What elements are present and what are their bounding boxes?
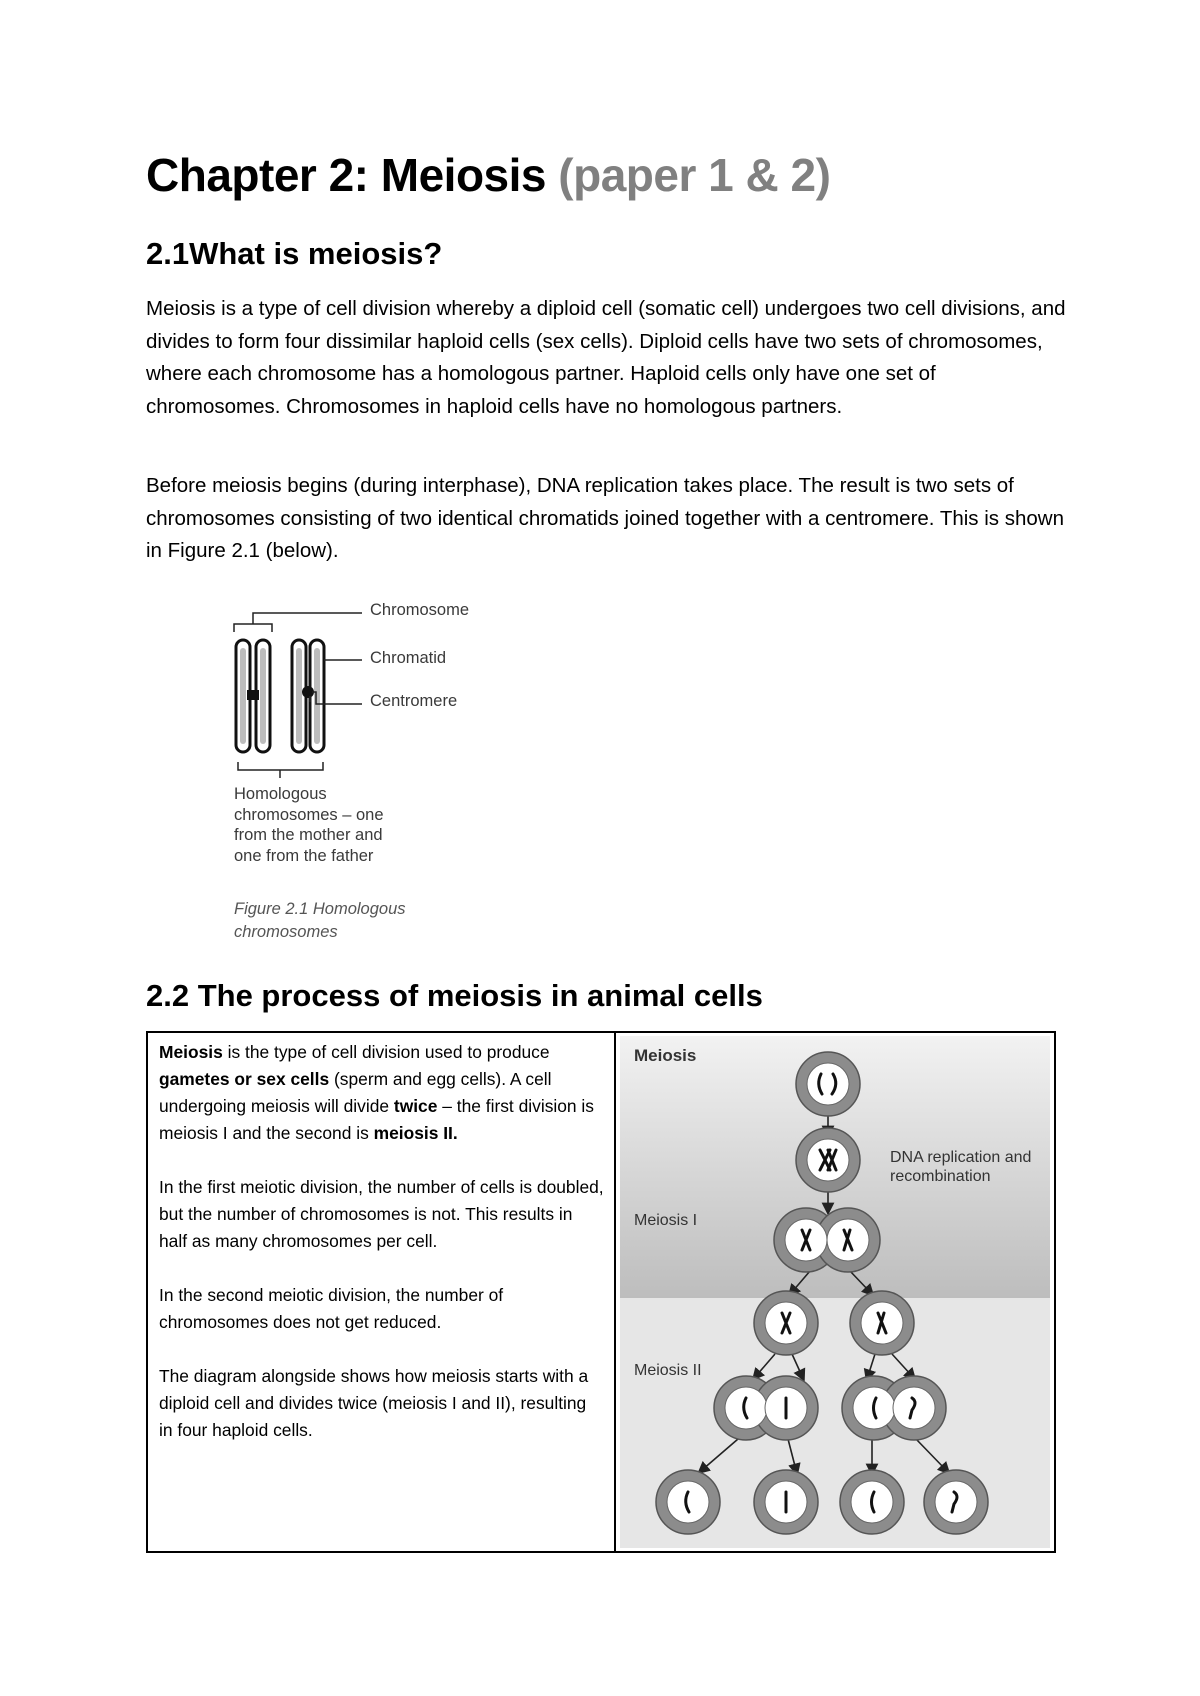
homologous-note: Homologous chromosomes – one from the mother and one from the father bbox=[234, 785, 384, 865]
table-diagram-cell bbox=[618, 1033, 1054, 1551]
section-heading-2-1: 2.1What is meiosis? bbox=[146, 236, 443, 271]
chapter-title bbox=[146, 148, 830, 202]
paragraph-dna-replication: Before meiosis begins (during interphase), DNA replication takes place. The result is two sets of chromosomes consisting of two identical chromatids joined together with a centromere. This is shown in Figure 2.1 (below). bbox=[146, 474, 1064, 562]
table-paragraph-3: In the second meiotic division, the number of chromosomes does not get reduced. bbox=[159, 1285, 504, 1332]
section-heading-2-2: 2.2 The process of meiosis in animal cells bbox=[146, 978, 763, 1013]
label-chromosome: Chromosome bbox=[370, 601, 470, 619]
label-meiosis-1: Meiosis I bbox=[634, 1212, 698, 1229]
table-paragraph-4: The diagram alongside shows how meiosis starts with a diploid cell and divides twice (meiosis I and II), resulting in four haploid cells. bbox=[159, 1366, 589, 1440]
meiosis-diagram-cells bbox=[620, 1036, 1050, 1548]
table-paragraph-1: Meiosis is the type of cell division used to produce gametes or sex cells (sperm and egg cells). A cell undergoing meiosis will divide twice – the first division is meiosis I and the second is meiosis II. bbox=[159, 1042, 594, 1143]
figure-homologous-chromosomes bbox=[220, 592, 540, 952]
meiosis-diagram bbox=[620, 1036, 1050, 1548]
label-centromere: Centromere bbox=[370, 692, 458, 710]
label-chromatid: Chromatid bbox=[370, 649, 447, 667]
chapter-title-main: Chapter 2: Meiosis bbox=[146, 149, 546, 201]
table-paragraph-2: In the first meiotic division, the number of cells is doubled, but the number of chromosomes is not. This results in half as many chromosomes per cell. bbox=[159, 1177, 604, 1251]
diagram-title: Meiosis bbox=[634, 1046, 697, 1065]
meiosis-table bbox=[146, 1031, 1056, 1553]
label-dna-replication: DNA replication and recombination bbox=[890, 1149, 1032, 1185]
label-meiosis-2: Meiosis II bbox=[634, 1362, 702, 1379]
paragraph-meiosis-definition: Meiosis is a type of cell division whereby a diploid cell (somatic cell) undergoes two cell divisions, and divides to form four dissimilar haploid cells (sex cells). Diploid cells have two sets of chromosomes, where each chromosome has a homologous partner. Haploid cells only have one set of chromosomes. Chromosomes in haploid cells have no homologous partners. bbox=[146, 297, 1066, 418]
chapter-title-sub: (paper 1 & 2) bbox=[558, 149, 831, 201]
table-text-cell bbox=[148, 1033, 616, 1551]
figure-caption: Figure 2.1 Homologous chromosomes bbox=[234, 900, 406, 941]
